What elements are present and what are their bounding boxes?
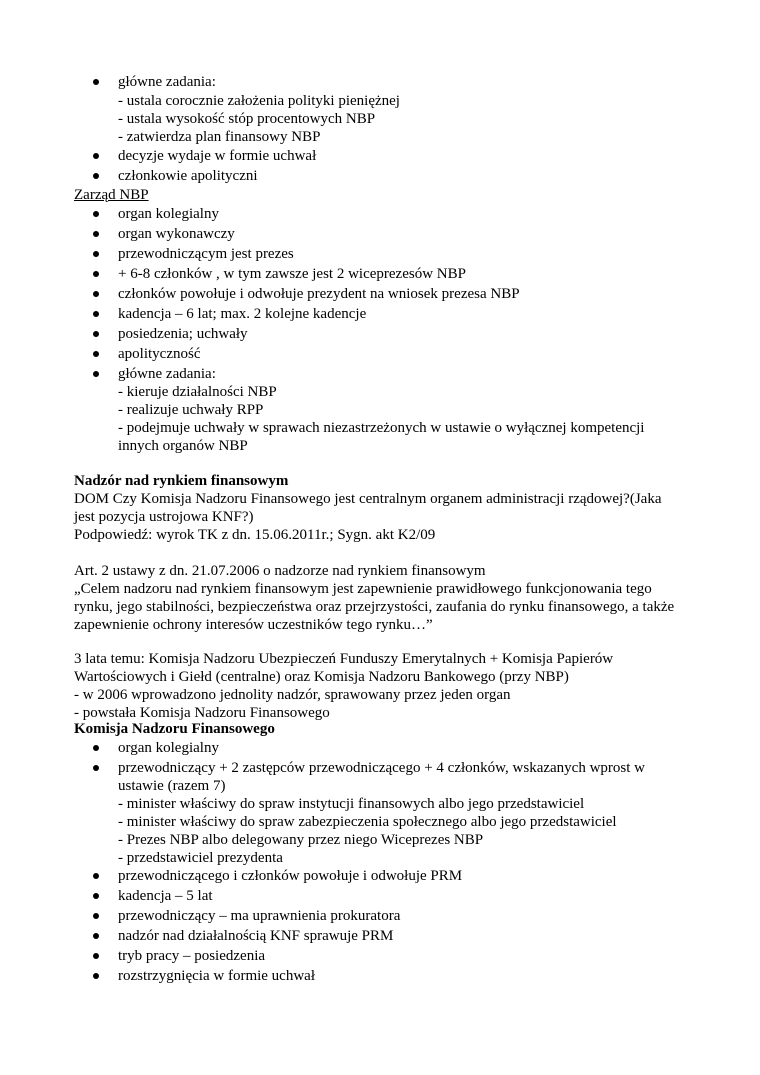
- quote-line: zapewnienie ochrony interesów uczestników tego rynku…”: [74, 617, 433, 633]
- sub-item: - ustala corocznie założenia polityki pieniężnej: [118, 93, 400, 109]
- list-item: członków powołuje i odwołuje prezydent na wniosek prezesa NBP: [118, 286, 520, 302]
- bullet: [93, 371, 99, 377]
- sub-item: - przedstawiciel prezydenta: [118, 850, 283, 866]
- bullet: [93, 351, 99, 357]
- list-item: główne zadania:: [118, 366, 216, 382]
- sub-item: - zatwierdza plan finansowy NBP: [118, 129, 321, 145]
- bullet: [93, 331, 99, 337]
- list-item: tryb pracy – posiedzenia: [118, 948, 266, 964]
- list-item-continuation: ustawie (razem 7): [118, 778, 226, 794]
- bullet: [93, 251, 99, 257]
- section-heading-knf: Komisja Nadzoru Finansowego: [74, 721, 275, 737]
- bullet: [93, 913, 99, 919]
- bullet: [93, 973, 99, 979]
- list-item: przewodniczący – ma uprawnienia prokuratora: [118, 908, 401, 924]
- sub-item: - minister właściwy do spraw instytucji finansowych albo jego przedstawiciel: [118, 796, 585, 812]
- sub-item: - kieruje działalności NBP: [118, 384, 277, 400]
- bullet: [93, 173, 99, 179]
- sub-item: - ustala wysokość stóp procentowych NBP: [118, 111, 376, 127]
- statute-reference: Art. 2 ustawy z dn. 21.07.2006 o nadzorze nad rynkiem finansowym: [74, 563, 486, 579]
- homework-question: DOM Czy Komisja Nadzoru Finansowego jest centralnym organem administracji rządowej?(Jaka: [74, 491, 662, 507]
- bullet: [93, 311, 99, 317]
- paragraph-line: - powstała Komisja Nadzoru Finansowego: [74, 705, 330, 721]
- list-item: przewodniczącym jest prezes: [118, 246, 294, 262]
- list-item: nadzór nad działalnością KNF sprawuje PRM: [118, 928, 394, 944]
- hint-text: Podpowiedź: wyrok TK z dn. 15.06.2011r.; Sygn. akt K2/09: [74, 527, 436, 543]
- sub-item: - podejmuje uchwały w sprawach niezastrzeżonych w ustawie o wyłącznej kompetencji: [118, 420, 645, 436]
- bullet: [93, 231, 99, 237]
- list-item: apolityczność: [118, 346, 201, 362]
- bullet: [93, 79, 99, 85]
- section-heading-zarzad: Zarząd NBP: [74, 187, 149, 203]
- quote-line: „Celem nadzoru nad rynkiem finansowym jest zapewnienie prawidłowego funkcjonowania tego: [74, 581, 652, 597]
- bullet: [93, 271, 99, 277]
- bullet: [93, 873, 99, 879]
- list-item: kadencja – 5 lat: [118, 888, 213, 904]
- paragraph-line: 3 lata temu: Komisja Nadzoru Ubezpieczeń Funduszy Emerytalnych + Komisja Papierów: [74, 651, 614, 667]
- bullet: [93, 745, 99, 751]
- sub-item: innych organów NBP: [118, 438, 248, 454]
- list-item: + 6-8 członków , w tym zawsze jest 2 wiceprezesów NBP: [118, 266, 466, 282]
- bullet: [93, 893, 99, 899]
- bullet: [93, 765, 99, 771]
- list-item: posiedzenia; uchwały: [118, 326, 248, 342]
- list-item: organ wykonawczy: [118, 226, 235, 242]
- list-item: kadencja – 6 lat; max. 2 kolejne kadencje: [118, 306, 367, 322]
- sub-item: - minister właściwy do spraw zabezpieczenia społecznego albo jego przedstawiciel: [118, 814, 617, 830]
- list-item: główne zadania:: [118, 74, 216, 90]
- list-item: decyzje wydaje w formie uchwał: [118, 148, 317, 164]
- quote-line: rynku, jego stabilności, bezpieczeństwa oraz przejrzystości, zaufania do rynku finansowego, a także: [74, 599, 675, 615]
- homework-question: jest pozycja ustrojowa KNF?): [74, 509, 254, 525]
- bullet: [93, 933, 99, 939]
- paragraph-line: Wartościowych i Giełd (centralne) oraz Komisja Nadzoru Bankowego (przy NBP): [74, 669, 569, 685]
- list-item: organ kolegialny: [118, 740, 219, 756]
- list-item: przewodniczącego i członków powołuje i odwołuje PRM: [118, 868, 463, 884]
- list-item: organ kolegialny: [118, 206, 219, 222]
- list-item: przewodniczący + 2 zastępców przewodniczącego + 4 członków, wskazanych wprost w: [118, 760, 645, 776]
- bullet: [93, 211, 99, 217]
- sub-item: - realizuje uchwały RPP: [118, 402, 264, 418]
- section-heading-nadzor: Nadzór nad rynkiem finansowym: [74, 473, 289, 489]
- bullet: [93, 153, 99, 159]
- list-item: członkowie apolityczni: [118, 168, 258, 184]
- bullet: [93, 291, 99, 297]
- sub-item: - Prezes NBP albo delegowany przez niego Wiceprezes NBP: [118, 832, 484, 848]
- bullet: [93, 953, 99, 959]
- paragraph-line: - w 2006 wprowadzono jednolity nadzór, sprawowany przez jeden organ: [74, 687, 511, 703]
- list-item: rozstrzygnięcia w formie uchwał: [118, 968, 315, 984]
